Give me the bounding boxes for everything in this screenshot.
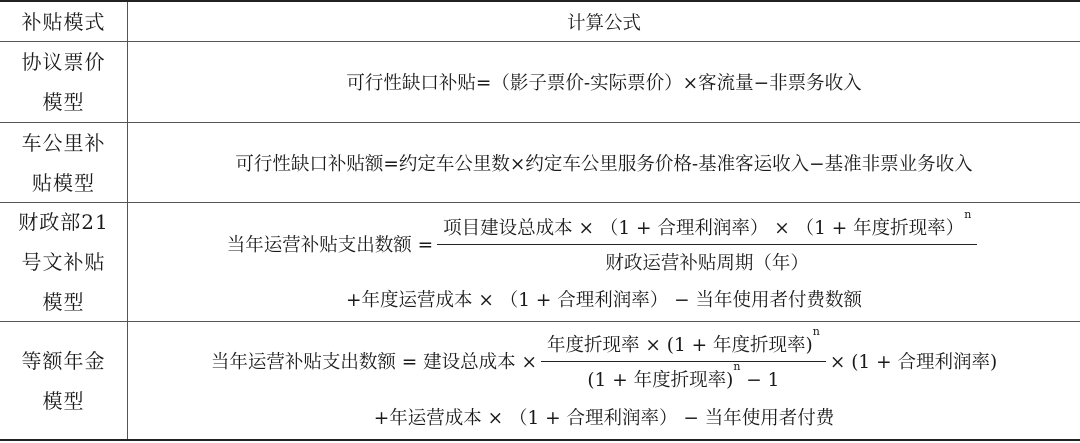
row-3-denominator: 财政运营补贴周期（年） bbox=[605, 252, 809, 274]
row-4-numerator-text: 年度折现率 × (1 + 年度折现率) bbox=[546, 334, 813, 356]
row-4-model bbox=[0, 322, 127, 439]
row-2-formula: 可行性缺口补贴额=约定车公里数×约定车公里服务价格-基准客运收入−基准非票业务收入 bbox=[235, 153, 973, 175]
row-3-tail: +年度运营成本 × （1 + 合理利润率） − 当年使用者付费数额 bbox=[345, 290, 863, 311]
row-4-model-line-2: 模型 bbox=[42, 388, 85, 413]
row-4-denominator-minus: − 1 bbox=[740, 369, 780, 391]
row-4-denominator-base: (1 + 年度折现率) bbox=[587, 369, 734, 391]
row-3-model-line-2: 号文补贴 bbox=[21, 250, 106, 274]
row-3-lhs: 当年运营补贴支出数额 = bbox=[226, 235, 434, 256]
row-1-formula: 可行性缺口补贴=（影子票价-实际票价）×客流量−非票务收入 bbox=[346, 73, 862, 94]
row-2-model-line-2: 贴模型 bbox=[32, 170, 95, 195]
row-4-rhs: × (1 + 合理利润率) bbox=[829, 352, 998, 373]
row-3-numerator-text: 项目建设总成本 × （1 + 合理利润率） × （1 + 年度折现率） bbox=[443, 217, 965, 239]
row-divider-2 bbox=[0, 202, 1080, 203]
row-4-model-line-1: 等额年金 bbox=[21, 348, 106, 373]
row-4-lhs: 当年运营补贴支出数额 = 建设总成本 × bbox=[210, 352, 537, 373]
row-divider-3 bbox=[0, 321, 1080, 322]
row-4-equation bbox=[128, 325, 1080, 397]
row-4-denominator-exponent: n bbox=[733, 359, 741, 373]
row-1-model-line-1: 协议票价 bbox=[21, 50, 106, 74]
row-4-fraction bbox=[541, 324, 826, 392]
row-3-model bbox=[0, 203, 127, 321]
table-bottom-rule bbox=[0, 439, 1080, 441]
row-3-equation bbox=[128, 208, 1080, 280]
row-3-numerator bbox=[437, 207, 977, 245]
row-3-numerator-exponent: n bbox=[964, 207, 972, 221]
row-3-model-line-1: 财政部21 bbox=[18, 210, 109, 234]
row-4-denominator bbox=[581, 359, 785, 392]
row-1-model-line-2: 模型 bbox=[42, 90, 85, 114]
row-2-model-line-1: 车公里补 bbox=[21, 130, 106, 155]
header-formula: 计算公式 bbox=[566, 12, 641, 34]
row-4-tail: +年运营成本 × （1 + 合理利润率） − 当年使用者付费 bbox=[373, 408, 835, 429]
row-3-fraction bbox=[437, 207, 977, 275]
header-model: 补贴模式 bbox=[21, 9, 106, 34]
row-4-numerator-exponent: n bbox=[812, 324, 820, 338]
row-3-model-line-3: 模型 bbox=[42, 290, 85, 314]
row-2-model bbox=[0, 123, 127, 202]
row-1-model bbox=[0, 42, 127, 122]
row-4-numerator bbox=[541, 324, 826, 362]
